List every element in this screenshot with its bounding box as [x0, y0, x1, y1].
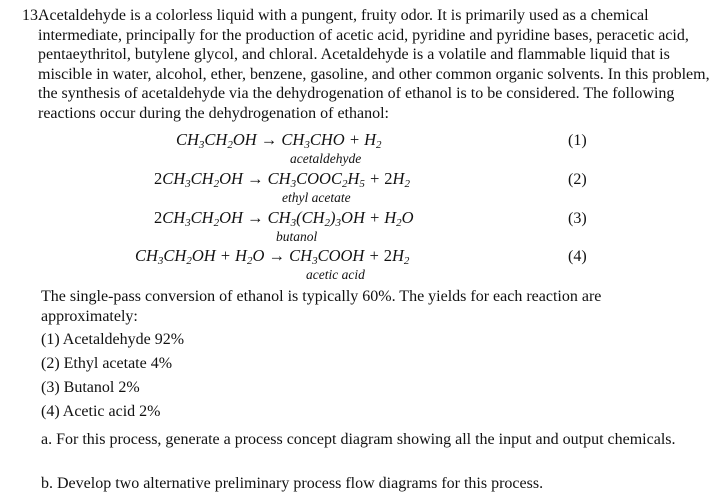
- reaction-1-equation: $CH_3CH_2OH \to CH_3CHO + H_2$: [176, 130, 382, 151]
- reaction-1-number: (1): [568, 132, 587, 149]
- yield-item-4: (4) Acetic acid 2%: [41, 403, 161, 420]
- reaction-4-product: acetic acid: [306, 267, 365, 282]
- reaction-3-product: butanol: [276, 229, 318, 244]
- reaction-4-equation: $CH_3CH_2OH + H_2O$ → $CH_3COOH + 2H_2$: [135, 246, 410, 267]
- reaction-4-number: (4): [568, 248, 587, 265]
- problem-number: 13.: [22, 7, 42, 24]
- yield-item-1: (1) Acetaldehyde 92%: [41, 331, 185, 348]
- task-b: b. Develop two alternative preliminary process flow diagrams for this process.: [41, 475, 544, 492]
- problem-intro: [22, 6, 714, 124]
- reaction-2-equation: $2CH_3CH_2OH$ → $CH_3COOC_2H_5 + 2H_2$: [154, 169, 410, 190]
- reaction-2-number: (2): [568, 171, 587, 188]
- problem-text: Acetaldehyde is a colorless liquid with a pungent, fruity odor. It is primarily used as a chemical intermediate, principally for the production of acetic acid, pyridine and pyridine bases, peracetic acid, pentaeythritol, butylene glycol, and chloral. Acetaldehyde is a volatile and flammable liquid that is miscible in water, alcohol, ether, benzene, gasoline, and other common organic solvents. In this problem, the synthesis of acetaldehyde via the dehydrogenation of ethanol is to be considered. The following reactions occur during the dehydrogenation of ethanol:: [38, 7, 710, 122]
- reaction-3-number: (3): [568, 210, 587, 227]
- reaction-1-product: acetaldehyde: [290, 151, 362, 166]
- conversion-text: The single-pass conversion of ethanol is typically 60%. The yields for each reaction are approximately:: [41, 288, 602, 325]
- reaction-2-product: ethyl acetate: [282, 190, 351, 205]
- yield-item-2: (2) Ethyl acetate 4%: [41, 355, 173, 372]
- reaction-3-equation: $2CH_3CH_2OH \to CH_3(CH_2)_3OH + H_2O$: [154, 208, 414, 229]
- task-a: a. For this process, generate a process concept diagram showing all the input and output chemicals.: [41, 431, 676, 448]
- yield-item-3: (3) Butanol 2%: [41, 379, 140, 396]
